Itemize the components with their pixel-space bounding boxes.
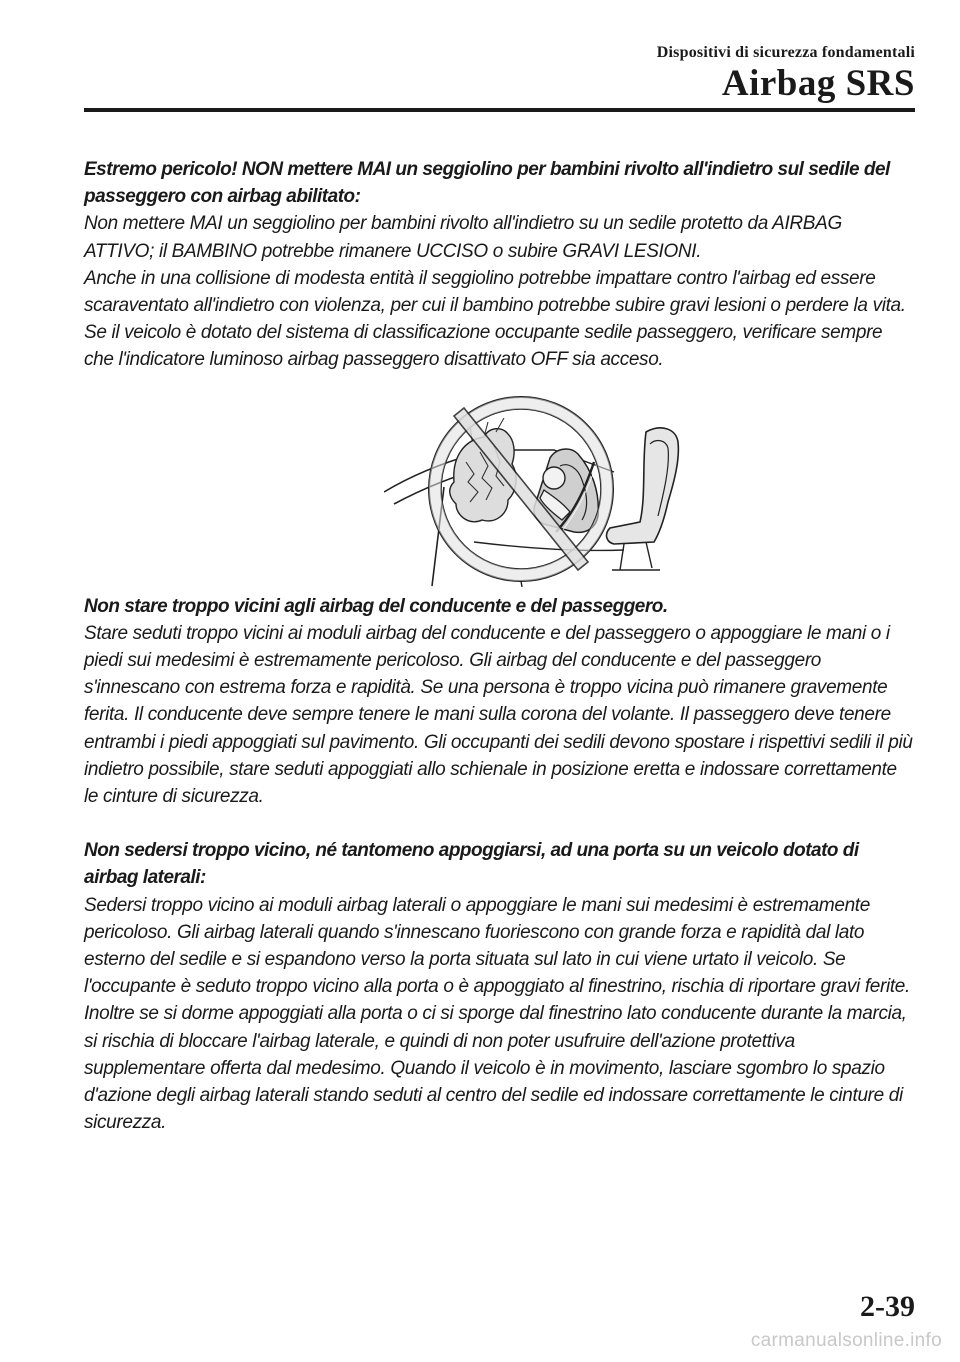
warning-content: [84, 156, 914, 1136]
warning-paragraph: Sedersi troppo vicino ai moduli airbag laterali o appoggiare le mani sui medesimi è estremamente pericoloso. Gli airbag laterali quando s'innescano fuoriescono con grande forza e rapidità dal lato esterno del sedile e si espandono verso la porta situata sul lato in cui viene urtato il veicolo. Se l'occupante è seduto troppo vicino alla porta o è appoggiato al finestrino, rischia di riportare gravi ferite. Inoltre se si dorme appoggiati alla porta o ci si sporge dal finestrino lato conducente durante la marcia, si rischia di bloccare l'airbag laterale, e quindi di non poter usufruire dell'azione protettiva supplementare offerta dal medesimo. Quando il veicolo è in movimento, lasciare sgombro lo spazio d'azione degli airbag laterali stando seduti al centro del sedile ed indossare correttamente le cinture di sicurezza.: [84, 894, 910, 1134]
warning-heading: Estremo pericolo! NON mettere MAI un seggiolino per bambini rivolto all'indietro sul sedile del passeggero con airbag abilitato:: [84, 159, 890, 208]
warning-heading: Non stare troppo vicini agli airbag del conducente e del passeggero.: [84, 595, 668, 617]
warning-rear-facing-seat: [84, 156, 914, 374]
page-title: Airbag SRS: [721, 63, 915, 104]
page-number: 2-39: [860, 1290, 915, 1323]
warning-paragraph: Anche in una collisione di modesta entità il seggiolino potrebbe impattare contro l'airbag ed essere scaraventato all'indietro con violenza, per cui il bambino potrebbe subire gravi lesioni o perdere la vita. Se il veicolo è dotato del sistema di classificazione occupante sedile passeggero, verificare sempre che l'indicatore luminoso airbag passeggero disattivato OFF sia acceso.: [84, 267, 906, 371]
page-header: [657, 44, 915, 104]
warning-airbag-proximity: [84, 593, 914, 811]
header-divider: [84, 108, 915, 112]
spacer: [84, 810, 914, 837]
warning-paragraph: Non mettere MAI un seggiolino per bambini rivolto all'indietro su un sedile protetto da AIRBAG ATTIVO; il BAMBINO potrebbe rimanere UCCISO o subire GRAVI LESIONI.: [84, 213, 842, 262]
illustration-container: [84, 392, 914, 587]
warning-paragraph: Stare seduti troppo vicini ai moduli airbag del conducente e del passeggero o appoggiare le mani o i piedi sui medesimi è estremamente pericoloso. Gli airbag del conducente e del passeggero s'innescano con estrema forza e rapidità. Se una persona è troppo vicina può rimanere gravemente ferita. Il conducente deve sempre tenere le mani sulla corona del volante. Il passeggero deve tenere entrambi i piedi appoggiati sul pavimento. Gli occupanti dei sedili devono spostare i rispettivi sedili il più indietro possibile, stare seduti appoggiati allo schienale in posizione eretta e indossare correttamente le cinture di sicurezza.: [84, 622, 913, 808]
warning-heading: Non sedersi troppo vicino, né tantomeno appoggiarsi, ad una porta su un veicolo dotato di airbag laterali:: [84, 840, 859, 889]
rear-facing-child-seat-prohibited-illustration: [384, 392, 694, 587]
warning-side-airbag: [84, 837, 914, 1136]
section-title: Dispositivi di sicurezza fondamentali: [656, 44, 915, 61]
watermark: carmanualsonline.info: [750, 1330, 942, 1351]
